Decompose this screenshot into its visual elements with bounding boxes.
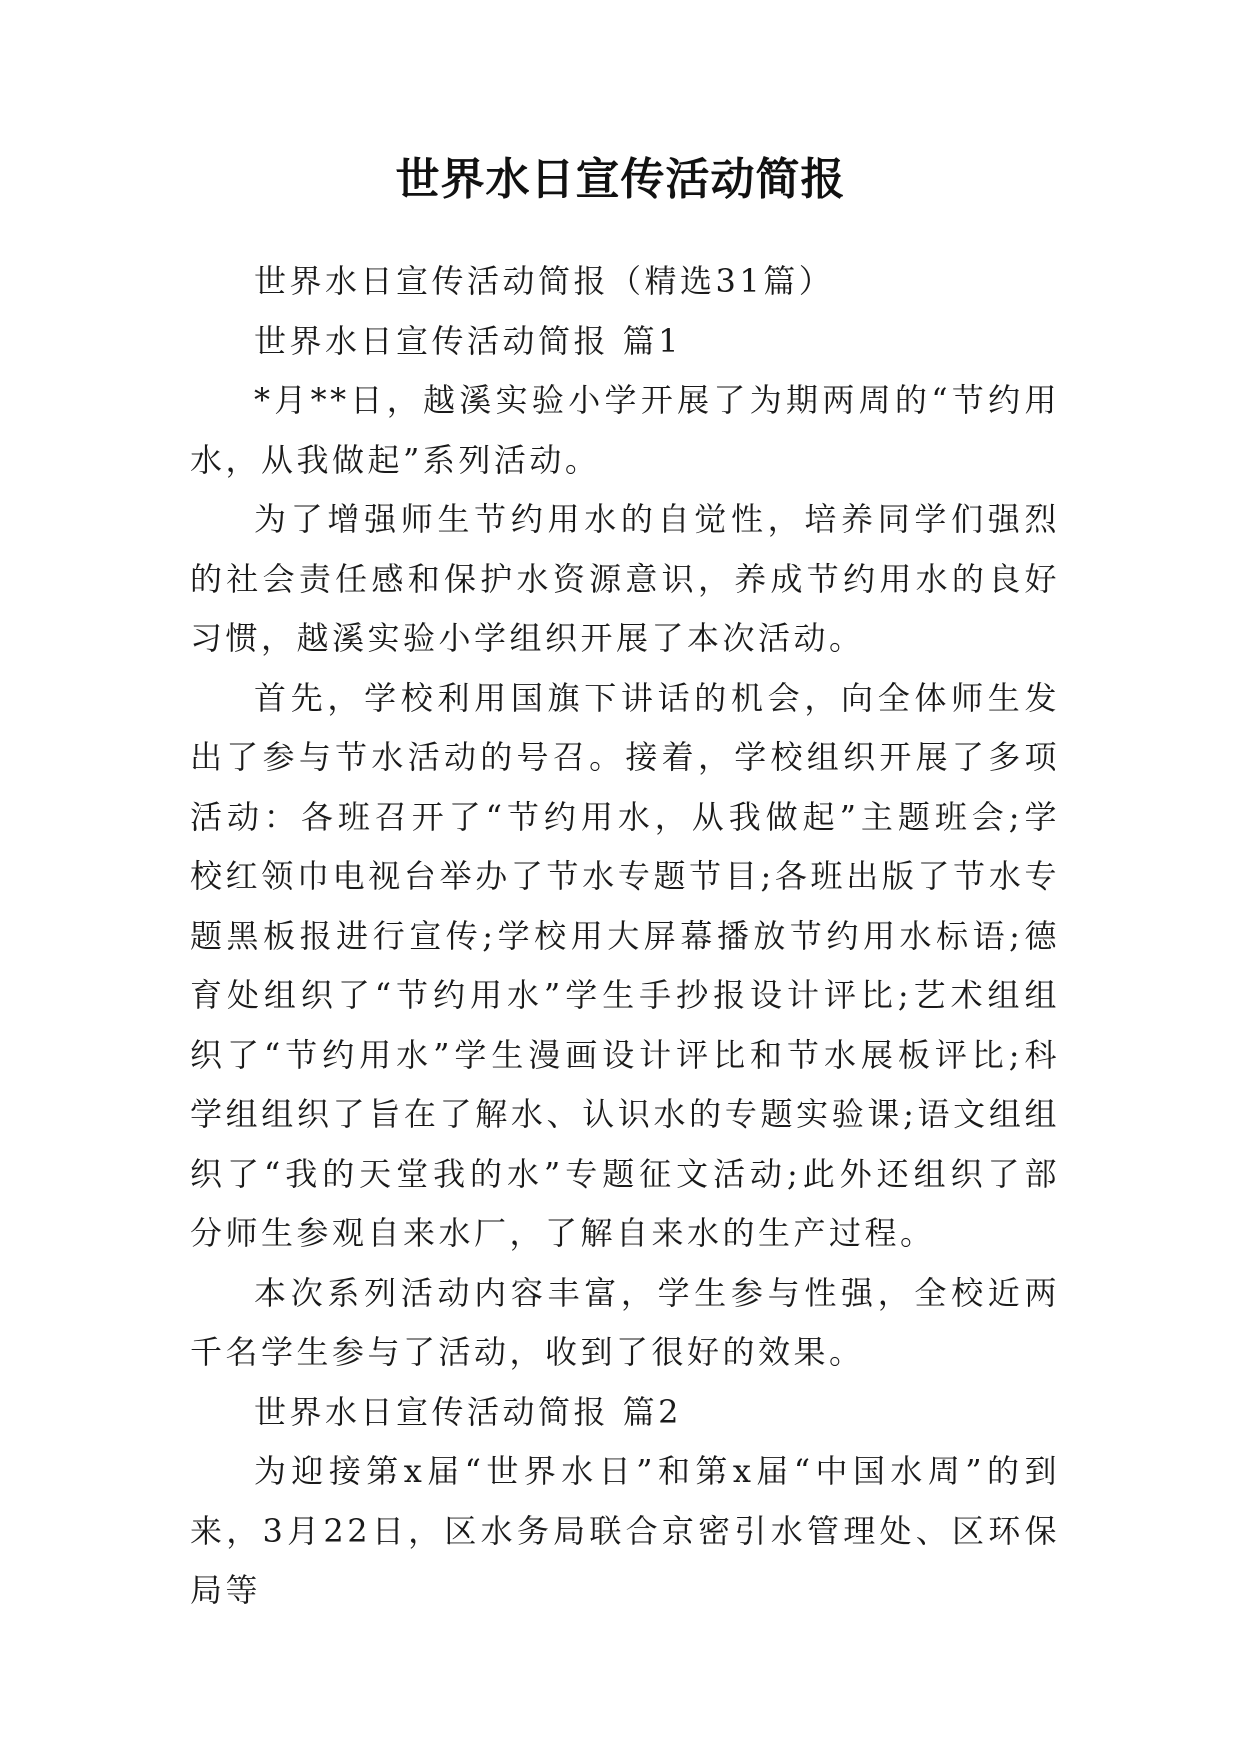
section-heading-2: 世界水日宣传活动简报 篇2 bbox=[254, 1392, 683, 1431]
document-title: 世界水日宣传活动简报 bbox=[395, 154, 846, 205]
paragraph: 首先，学校利用国旗下讲话的机会，向全体师生发出了参与节水活动的号召。接着，学校组织开展了多项活动：各班召开了“节约用水，从我做起”主题班会;学校红领巾电视台举办了节水专题节目;各班出版了节水专题黑板报进行宣传;学校用大屏幕播放节约用水标语;德育处组织了“节约用水”学生手抄报设计评比;艺术组组织了“节约用水”学生漫画设计评比和节水展板评比;科学组组织了旨在了解水、认识水的专题实验课;语文组组织了“我的天堂我的水”专题征文活动;此外还组织了部分师生参观自来水厂，了解自来水的生产过程。 bbox=[190, 678, 1060, 1252]
paragraph: 本次系列活动内容丰富，学生参与性强，全校近两千名学生参与了活动，收到了很好的效果。 bbox=[190, 1273, 1060, 1371]
paragraph: *月**日，越溪实验小学开展了为期两周的“节约用水，从我做起”系列活动。 bbox=[190, 381, 1060, 479]
paragraph-subtitle: 世界水日宣传活动简报（精选31篇） bbox=[254, 262, 835, 300]
document-body bbox=[190, 252, 1060, 1621]
paragraph: 为迎接第x届“世界水日”和第x届“中国水周”的到来，3月22日，区水务局联合京密引水管理处、区环保局等 bbox=[190, 1452, 1060, 1609]
section-heading-1: 世界水日宣传活动简报 篇1 bbox=[254, 321, 683, 360]
paragraph: 为了增强师生节约用水的自觉性，培养同学们强烈的社会责任感和保护水资源意识，养成节约用水的良好习惯，越溪实验小学组织开展了本次活动。 bbox=[190, 500, 1060, 657]
